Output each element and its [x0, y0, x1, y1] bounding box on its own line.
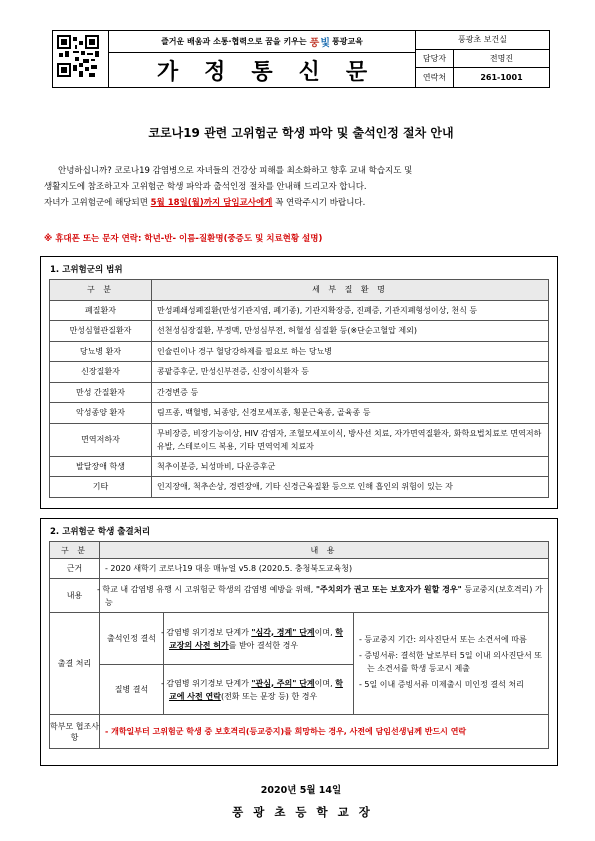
contact-info: [415, 31, 549, 87]
qr-code-icon: [57, 35, 99, 77]
recognized-absence-text: - 감염병 위기경보 단계가 "심각, 경계" 단계이며, 학교장의 사전 허가를 받아 결석한 경우: [164, 613, 354, 665]
sick-absence-label: 질병 결석: [100, 665, 164, 715]
table-row: [50, 300, 549, 321]
disease-detail: 만성폐쇄성폐질환(만성기관지염, 폐기종), 기관지확장증, 진폐증, 기관지폐형성이상, 천식 등: [152, 300, 549, 321]
attendance-table: [49, 541, 549, 749]
disease-detail: 척추이분증, 뇌성마비, 다운증후군: [152, 456, 549, 477]
table-header: 내 용: [100, 542, 549, 559]
table-row: [50, 456, 549, 477]
disease-category: 만성 간질환자: [50, 382, 152, 403]
table-header: 구 분: [50, 280, 152, 301]
section-title: 1. 고위험군의 범위: [50, 265, 123, 275]
page-title: 코로나19 관련 고위험군 학생 파악 및 출석인정 절차 안내: [148, 126, 454, 140]
note-item: - 등교중지 기간: 의사진단서 또는 소견서에 따름: [359, 635, 527, 644]
parent-cooperation-text: - 개학일부터 고위험군 학생 중 보호격리(등교중지)를 희망하는 경우, 사전에 담임선생님께 반드시 연락: [100, 715, 549, 749]
contact-notice: ※ 휴대폰 또는 문자 연락: 학년-반- 이름-질환명(중증도 및 치료현황 설명): [44, 234, 323, 244]
newsletter-header: [52, 30, 550, 88]
disease-detail: 콩팥증후군, 만성신부전증, 신장이식환자 등: [152, 362, 549, 383]
section-high-risk-range: [40, 256, 558, 509]
intro-line-1: 안녕하십니까? 코로나19 감염병으로 자녀들의 건강상 피해를 최소화하고 향후 교내 학습지도 및: [58, 166, 413, 176]
disease-detail: 림프종, 백혈병, 뇌종양, 신경모세포종, 횡문근육종, 골육종 등: [152, 403, 549, 424]
disease-detail: 인슐린이나 경구 혈당강하제를 필요로 하는 당뇨병: [152, 341, 549, 362]
recognized-absence-label: 출석인정 결석: [100, 613, 164, 665]
table-row: [50, 423, 549, 456]
disease-category: 기타: [50, 477, 152, 498]
attendance-notes: [354, 613, 549, 715]
note-item: - 증빙서류: 결석한 날로부터 5일 이내 의사진단서 또는 소견서를 학생 등교시 제출: [359, 651, 543, 673]
disease-detail: 간경변증 등: [152, 382, 549, 403]
table-row: [50, 382, 549, 403]
disease-category: 당뇨병 환자: [50, 341, 152, 362]
attendance-label: 출결 처리: [50, 613, 100, 715]
sick-absence-text: - 감염병 위기경보 단계가 "관심, 주의" 단계이며, 학교에 사전 연락(전화 또는 문장 등) 한 경우: [164, 665, 354, 715]
table-header: 구 분: [50, 542, 100, 559]
basis-label: 근거: [50, 559, 100, 579]
table-row: [50, 477, 549, 498]
disease-category: 폐질환자: [50, 300, 152, 321]
section-title: 2. 고위험군 학생 출결처리: [50, 527, 151, 537]
principal-signature: 풍광초등학교장: [232, 805, 380, 819]
contact-name: 전명진: [489, 54, 514, 64]
table-row: [50, 403, 549, 424]
disease-category: 면역저하자: [50, 423, 152, 456]
disease-category: 신장질환자: [50, 362, 152, 383]
school-office: 풍광초 보건실: [458, 35, 507, 45]
intro-line-3: 자녀가 고위험군에 해당되면 5월 18일(월)까지 담임교사에게 꼭 연락주시기 바랍니다.: [44, 198, 366, 208]
deadline-highlight: 5월 18일(월)까지 담임교사에게: [150, 198, 273, 208]
school-slogan: 즐거운 배움과 소통·협력으로 꿈을 키우는 풍 빛 풍광교육: [109, 31, 415, 53]
high-risk-table: [49, 279, 549, 498]
section-attendance: [40, 518, 558, 766]
content-text: - 학교 내 감염병 유행 시 고위험군 학생의 감염병 예방을 위해, "주치의가 권고 또는 보호자가 원할 경우" 등교중지(보호격리) 가능: [100, 579, 549, 613]
phone-number: 261-1001: [480, 73, 523, 83]
disease-category: 만성심혈관질환자: [50, 321, 152, 342]
note-item: - 5일 이내 증빙서류 미제출시 미인정 결석 처리: [359, 680, 524, 689]
parent-cooperation-label: 학부모 협조사항: [50, 715, 100, 749]
phone-label: 연락처: [416, 68, 454, 87]
disease-detail: 무비장증, 비장기능이상, HIV 감염자, 조혈모세포이식, 방사선 치료, 자가면역질환자, 화학요법치료로 면역저하유발, 스테로이드 복용, 기타 면역억제 치료자: [152, 423, 549, 456]
disease-detail: 인지장애, 척추손상, 경련장애, 기타 신경근육질환 등으로 인해 흡인의 위험이 있는 자: [152, 477, 549, 498]
intro-text: [44, 163, 564, 211]
disease-detail: 선천성심장질환, 부정맥, 만성심부전, 허혈성 심질환 등(※단순고혈압 제외): [152, 321, 549, 342]
table-row: [50, 321, 549, 342]
newsletter-title: 가정통신문: [156, 59, 394, 85]
table-row: [50, 362, 549, 383]
disease-category: 악성종양 환자: [50, 403, 152, 424]
table-header: 세 부 질 환 명: [152, 280, 549, 301]
issue-date: 2020년 5월 14일: [260, 785, 342, 796]
content-label: 내용: [50, 579, 100, 613]
disease-category: 발달장애 학생: [50, 456, 152, 477]
contact-label: 담당자: [416, 50, 454, 68]
table-row: [50, 341, 549, 362]
intro-line-2: 생활지도에 참조하고자 고위험군 학생 파악과 출석인정 절차를 안내해 드리고자 합니다.: [44, 182, 367, 192]
basis-text: - 2020 새학기 코로나19 대응 매뉴얼 v5.8 (2020.5. 충청북도교육청): [100, 559, 549, 579]
